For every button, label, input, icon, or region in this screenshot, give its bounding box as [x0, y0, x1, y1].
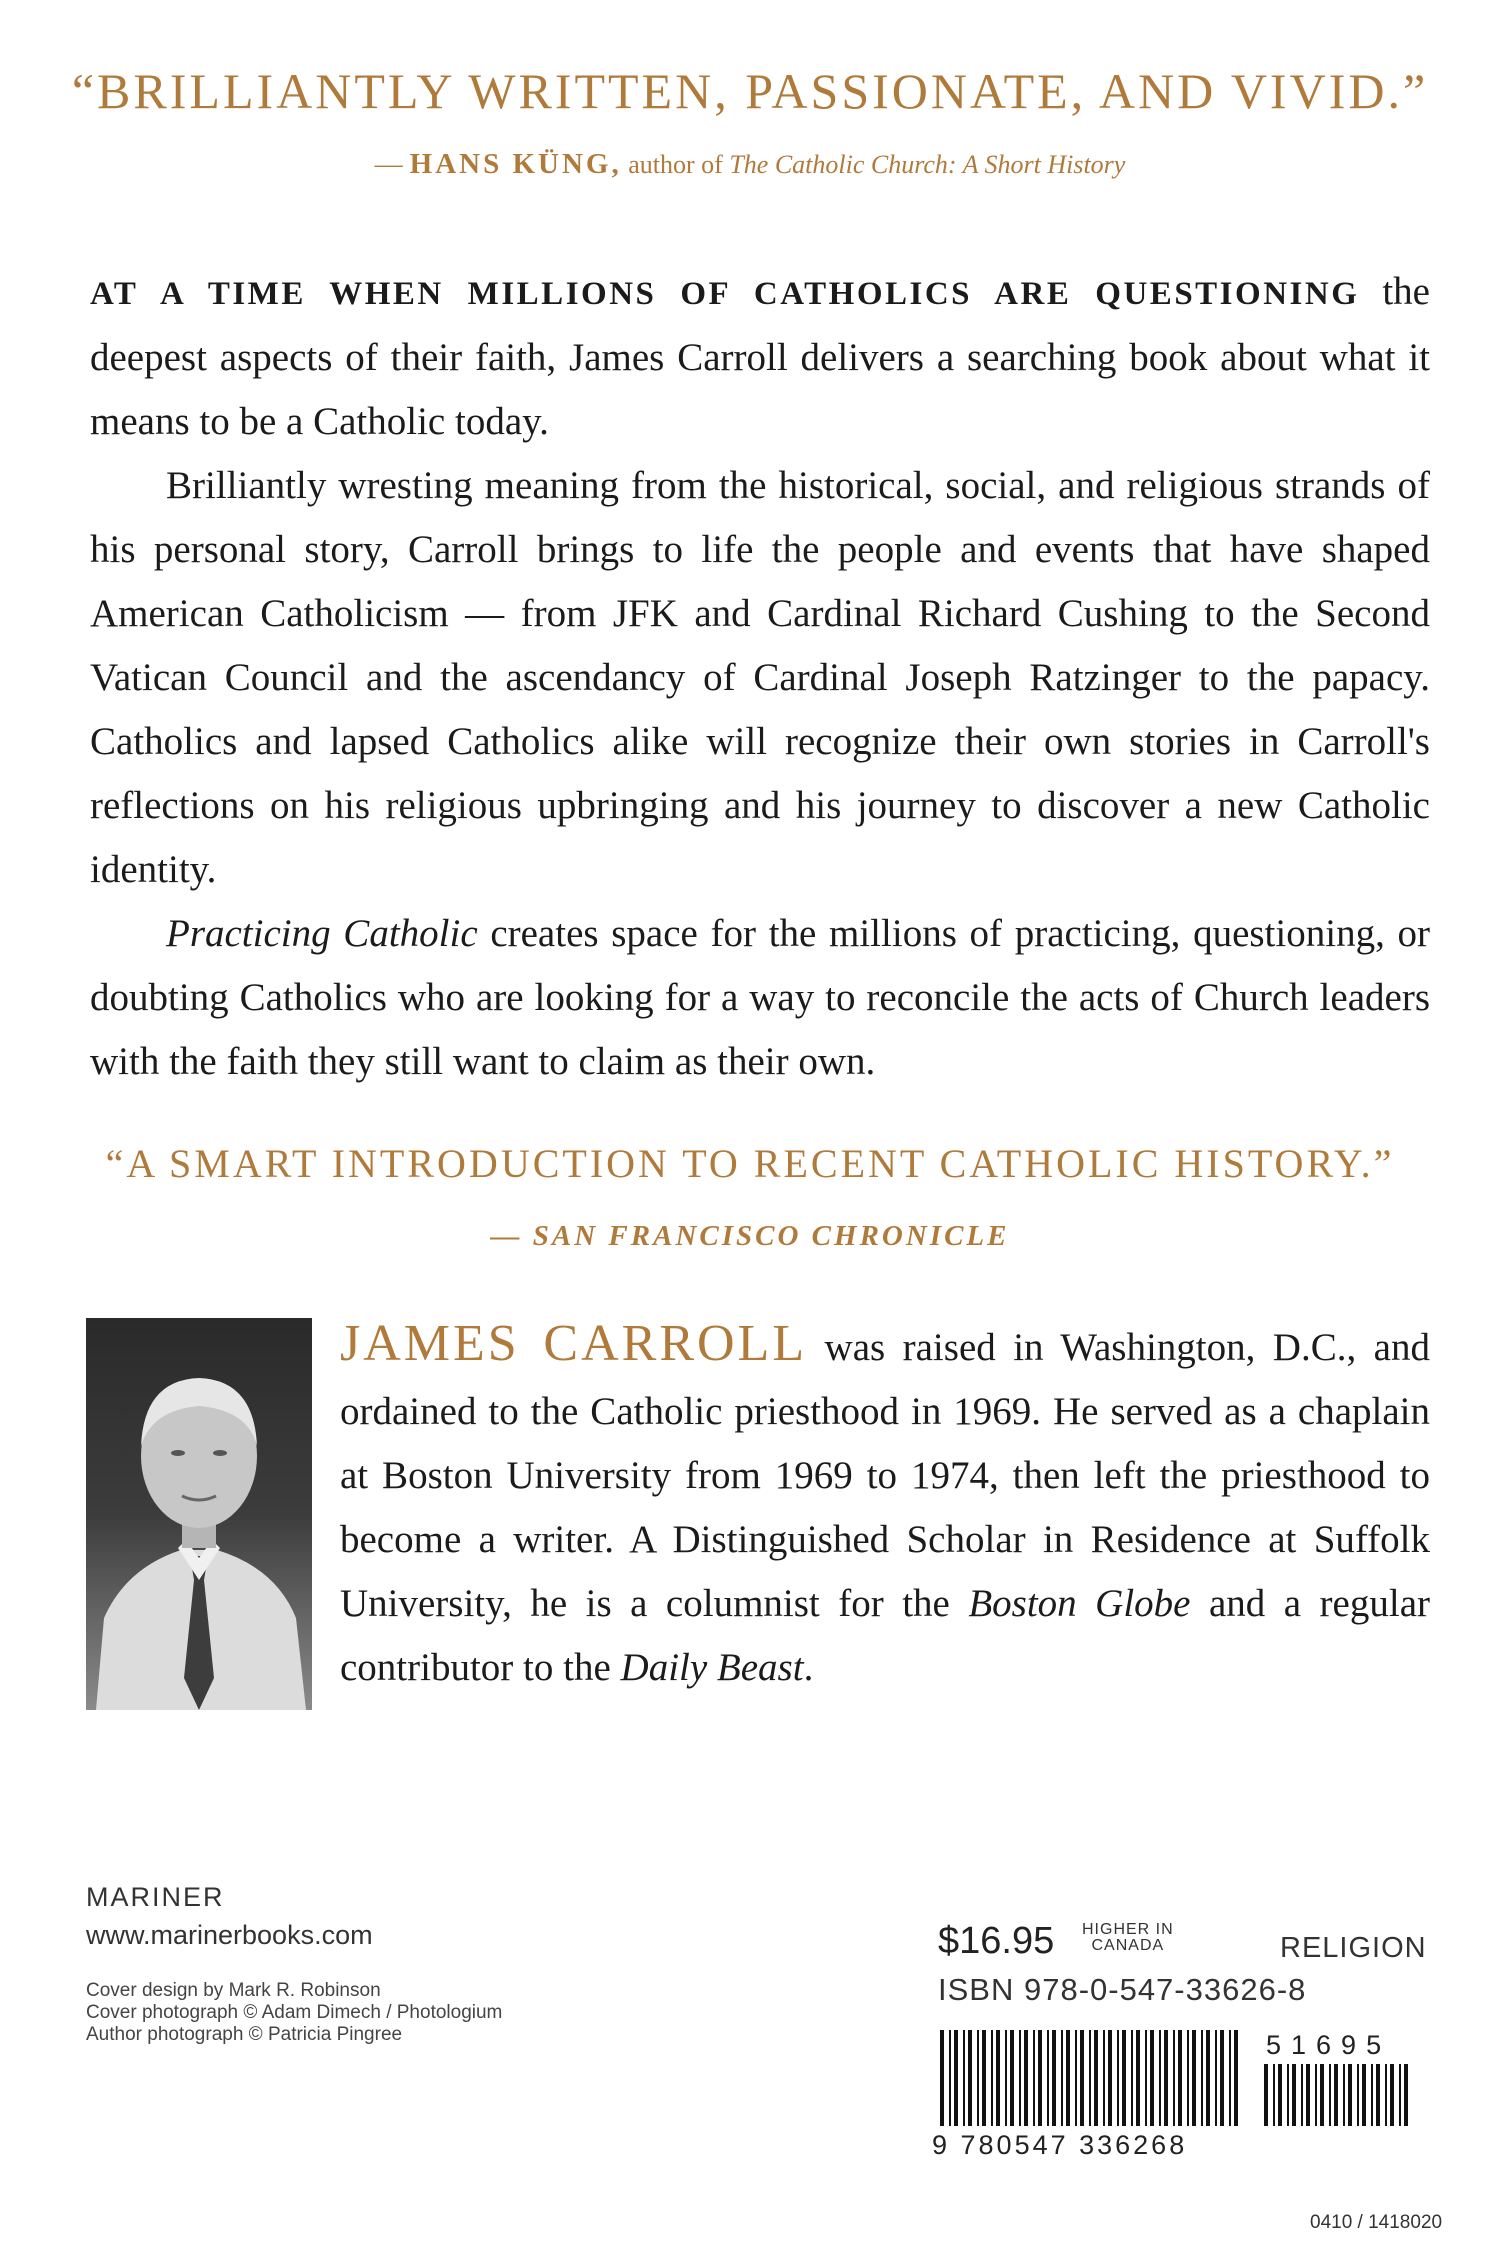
barcode-addon-digits: 51695	[1266, 2030, 1392, 2060]
description-lead-in: AT A TIME WHEN MILLIONS OF CATHOLICS ARE QUESTIONING	[90, 276, 1360, 312]
isbn: ISBN 978-0-547-33626-8	[938, 1972, 1307, 2007]
print-code: 0410 / 1418020	[1310, 2212, 1443, 2233]
pull-quote-top-attribution: — HANS KÜNG, author of The Catholic Church: A Short History	[374, 148, 1126, 180]
pull-quote-bottom-text: A SMART INTRODUCTION TO RECENT CATHOLIC HISTORY.	[126, 1141, 1374, 1186]
pull-quote-top: “BRILLIANTLY WRITTEN, PASSIONATE, AND VIVID.”	[71, 63, 1429, 119]
description-paragraph-1: AT A TIME WHEN MILLIONS OF CATHOLICS ARE QUESTIONING the deepest aspects of their faith, James Carroll delivers a searching book about what it means to be a Catholic today.	[90, 270, 1430, 443]
pull-quote-bottom-attribution: — SAN FRANCISCO CHRONICLE	[490, 1220, 1010, 1252]
pull-quote-bottom: “A SMART INTRODUCTION TO RECENT CATHOLIC HISTORY.”	[105, 1141, 1395, 1186]
price-note: HIGHER IN CANADA	[1082, 1921, 1174, 1954]
author-portrait-icon	[86, 1318, 312, 1710]
book-title: Practicing Catholic	[166, 912, 478, 955]
publisher-name: MARINER	[86, 1882, 225, 1912]
description-paragraph-3: Practicing Catholic creates space for the millions of practicing, questioning, or doubting Catholics who are looking for a way to reconcile the acts of Church leaders with the faith they still want to claim as their own.	[90, 912, 1430, 1083]
author-photo	[86, 1318, 312, 1710]
author-bio: JAMES CARROLL was raised in Washington, D.C., and ordained to the Catholic priesthood in 1969. He served as a chaplain at Boston University from 1969 to 1974, then left the priesthood to become a writer. A Distinguished Scholar in Residence at Suffolk University, he is a columnist for the Boston Globe and a regular contributor to the Daily Beast.	[340, 1315, 1430, 1689]
publisher-website: www.marinerbooks.com	[86, 1920, 373, 1950]
attribution-name: HANS KÜNG,	[409, 148, 622, 180]
credit-design: Cover design by Mark R. Robinson	[86, 1980, 381, 2001]
publication-daily-beast: Daily Beast	[620, 1646, 804, 1689]
credit-author-photo: Author photograph © Patricia Pingree	[86, 2024, 403, 2045]
cover-credits	[86, 1980, 502, 2046]
author-name: JAMES CARROLL	[340, 1315, 808, 1372]
attribution-book-title: The Catholic Church: A Short History	[729, 150, 1126, 179]
book-description	[90, 260, 1430, 1094]
pull-quote-top-text: BRILLIANTLY WRITTEN, PASSIONATE, AND VIVID.	[97, 63, 1403, 119]
price: $16.95	[938, 1920, 1055, 1962]
credit-cover-photo: Cover photograph © Adam Dimech / Photologium	[86, 2002, 503, 2023]
publication-boston-globe: Boston Globe	[968, 1582, 1191, 1625]
category-label: RELIGION	[1280, 1932, 1427, 1964]
barcode-digits: 9 780547 336268	[932, 2130, 1188, 2160]
barcode-icon	[938, 2030, 1244, 2130]
description-paragraph-2: Brilliantly wresting meaning from the historical, social, and religious strands of his personal story, Carroll brings to life the people and events that have shaped American Catholicism — from JFK and Cardinal Richard Cushing to the Second Vatican Council and the ascendancy of Cardinal Joseph Ratzinger to the papacy. Catholics and lapsed Catholics alike will recognize their own stories in Carroll's reflections on his religious upbringing and his journey to discover a new Catholic identity.	[90, 464, 1430, 891]
